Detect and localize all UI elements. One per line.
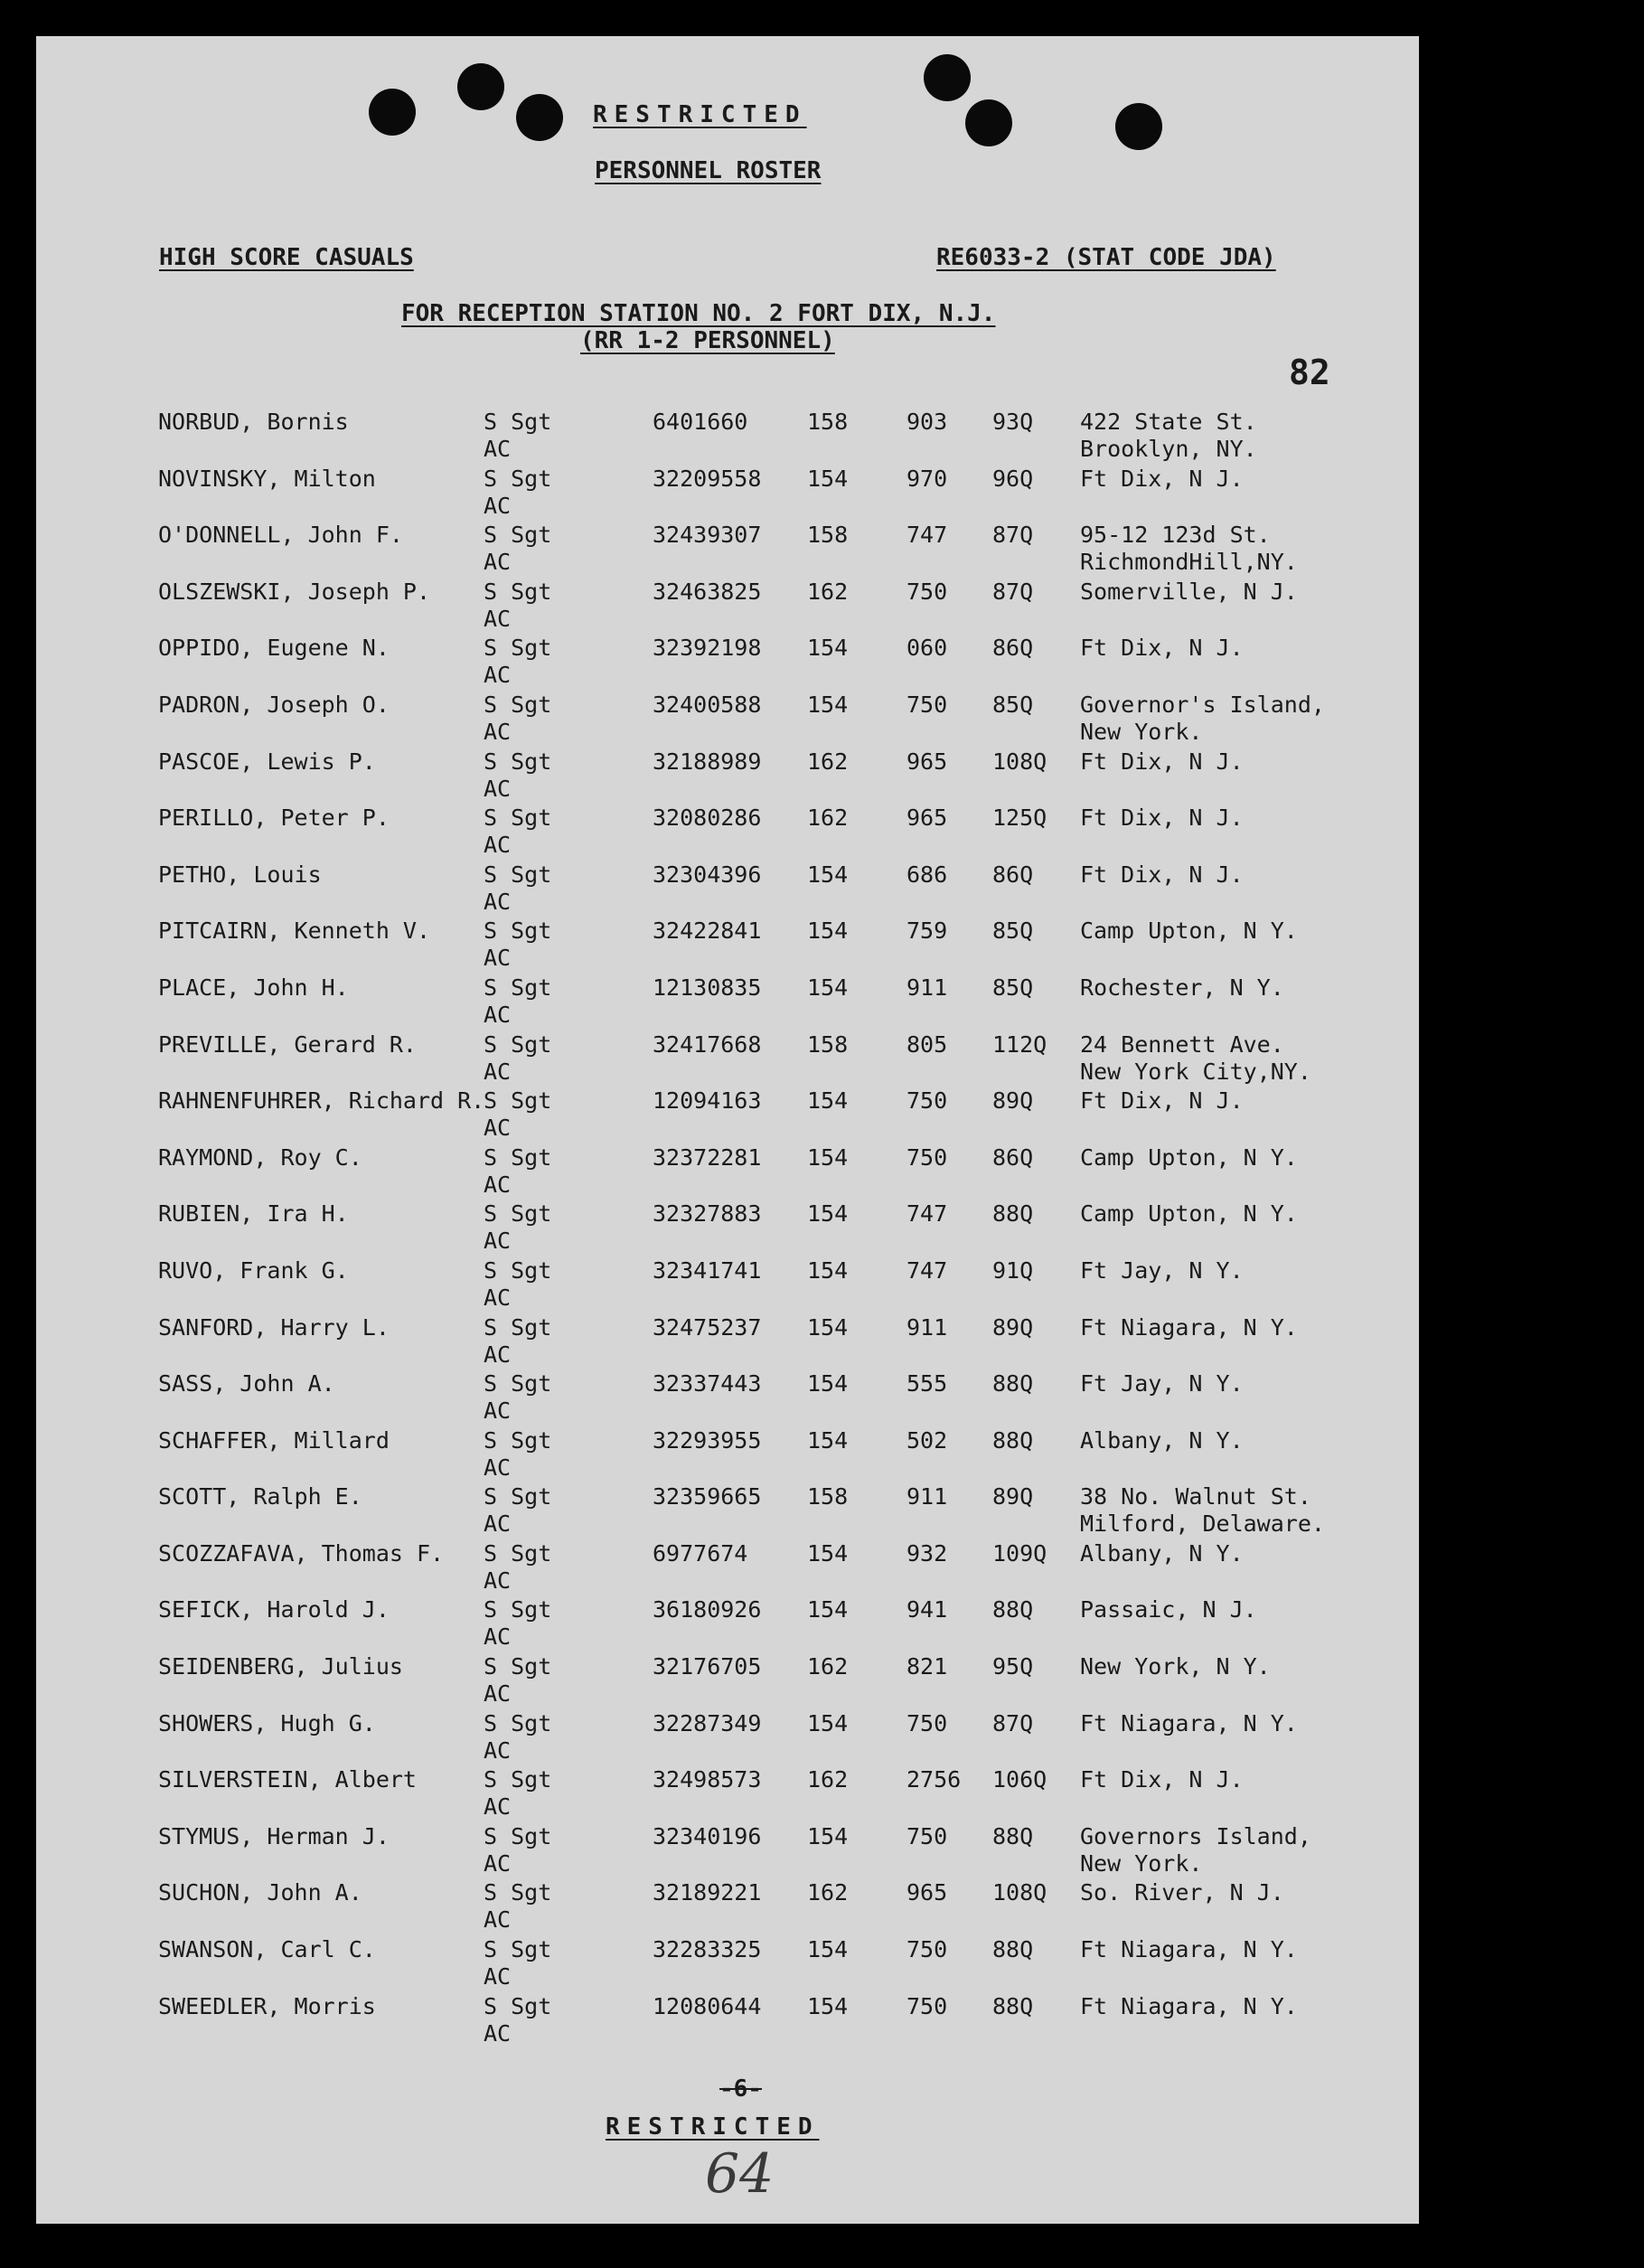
branch: AC xyxy=(484,1284,512,1311)
footer-page-number: -6- xyxy=(719,2075,762,2103)
serial-number: 32422841 xyxy=(653,918,762,945)
branch: AC xyxy=(484,1849,512,1877)
branch: AC xyxy=(484,1510,512,1538)
table-row xyxy=(36,1257,1419,1314)
rank: S Sgt xyxy=(484,1879,552,1906)
code-b: 911 xyxy=(907,974,948,1001)
document-subtitle: PERSONNEL ROSTER xyxy=(595,157,822,184)
rank: S Sgt xyxy=(484,1143,552,1171)
code-c: 108Q xyxy=(992,1879,1047,1906)
table-row xyxy=(36,1540,1419,1597)
serial-number: 32189221 xyxy=(653,1879,762,1906)
address-line2: Brooklyn, NY. xyxy=(1080,436,1257,462)
person-name: SCHAFFER, Millard xyxy=(158,1426,390,1454)
code-c: 88Q xyxy=(992,1200,1034,1228)
serial-number: 32463825 xyxy=(653,578,762,605)
person-name: SWEEDLER, Morris xyxy=(158,1992,376,2019)
person-name: PREVILLE, Gerard R. xyxy=(158,1030,417,1058)
code-b: 747 xyxy=(907,522,948,549)
address: Camp Upton, N Y. xyxy=(1080,1200,1298,1228)
code-c: 89Q xyxy=(992,1313,1034,1341)
rank: S Sgt xyxy=(484,861,552,888)
address: Ft Dix, N J. xyxy=(1080,465,1244,492)
person-name: PETHO, Louis xyxy=(158,861,322,888)
code-a: 154 xyxy=(807,1087,849,1115)
punch-hole xyxy=(965,99,1012,146)
branch: AC xyxy=(484,1341,512,1368)
table-row xyxy=(36,1087,1419,1144)
branch: AC xyxy=(484,436,512,462)
branch: AC xyxy=(484,1623,512,1651)
person-name: SWANSON, Carl C. xyxy=(158,1936,376,1963)
punch-hole xyxy=(1115,103,1162,150)
code-a: 154 xyxy=(807,465,849,492)
code-b: 750 xyxy=(907,691,948,718)
branch: AC xyxy=(484,1171,512,1198)
address: Ft Jay, N Y. xyxy=(1080,1370,1244,1398)
rank: S Sgt xyxy=(484,465,552,492)
serial-number: 32475237 xyxy=(653,1313,762,1341)
address: Ft Dix, N J. xyxy=(1080,1766,1244,1793)
address-line2: New York City,NY. xyxy=(1080,1058,1311,1085)
code-b: 750 xyxy=(907,1992,948,2019)
address: 422 State St. xyxy=(1080,409,1257,435)
table-row xyxy=(36,805,1419,861)
serial-number: 12080644 xyxy=(653,1992,762,2019)
table-row xyxy=(36,1653,1419,1710)
code-c: 86Q xyxy=(992,1143,1034,1171)
address: New York, N Y. xyxy=(1080,1653,1271,1680)
code-c: 88Q xyxy=(992,1596,1034,1623)
branch: AC xyxy=(484,1793,512,1821)
code-a: 154 xyxy=(807,861,849,888)
serial-number: 32417668 xyxy=(653,1030,762,1058)
code-a: 162 xyxy=(807,1766,849,1793)
address-line2: RichmondHill,NY. xyxy=(1080,549,1298,576)
serial-number: 32340196 xyxy=(653,1822,762,1849)
branch: AC xyxy=(484,1736,512,1764)
serial-number: 32400588 xyxy=(653,691,762,718)
table-row xyxy=(36,635,1419,692)
rank: S Sgt xyxy=(484,1030,552,1058)
code-a: 154 xyxy=(807,1709,849,1736)
code-c: 109Q xyxy=(992,1539,1047,1567)
table-row xyxy=(36,748,1419,805)
address: 24 Bennett Ave. xyxy=(1080,1030,1284,1058)
code-c: 89Q xyxy=(992,1087,1034,1115)
address: Rochester, N Y. xyxy=(1080,974,1284,1001)
address: Albany, N Y. xyxy=(1080,1426,1244,1454)
code-b: 821 xyxy=(907,1653,948,1680)
person-name: RAYMOND, Roy C. xyxy=(158,1143,362,1171)
person-name: SANFORD, Harry L. xyxy=(158,1313,390,1341)
code-a: 158 xyxy=(807,1483,849,1510)
table-row xyxy=(36,1483,1419,1540)
code-a: 154 xyxy=(807,1200,849,1228)
address-line2: New York. xyxy=(1080,1849,1203,1877)
person-name: SCOZZAFAVA, Thomas F. xyxy=(158,1539,445,1567)
rank: S Sgt xyxy=(484,1936,552,1963)
address: Ft Dix, N J. xyxy=(1080,1087,1244,1115)
branch: AC xyxy=(484,775,512,802)
table-row xyxy=(36,1144,1419,1201)
code-b: 747 xyxy=(907,1256,948,1284)
code-b: 750 xyxy=(907,1087,948,1115)
serial-number: 32439307 xyxy=(653,522,762,549)
code-c: 106Q xyxy=(992,1766,1047,1793)
code-c: 86Q xyxy=(992,635,1034,662)
group-title: HIGH SCORE CASUALS xyxy=(159,244,414,271)
rank: S Sgt xyxy=(484,409,552,435)
branch: AC xyxy=(484,1228,512,1255)
roster-code: RE6033-2 (STAT CODE JDA) xyxy=(936,244,1276,271)
code-a: 154 xyxy=(807,1936,849,1963)
code-c: 96Q xyxy=(992,465,1034,492)
table-row xyxy=(36,1936,1419,1993)
code-c: 91Q xyxy=(992,1256,1034,1284)
rank: S Sgt xyxy=(484,578,552,605)
classification-bottom: RESTRICTED xyxy=(606,2113,820,2141)
rank: S Sgt xyxy=(484,918,552,945)
person-name: SEFICK, Harold J. xyxy=(158,1596,390,1623)
branch: AC xyxy=(484,1906,512,1934)
table-row xyxy=(36,1993,1419,2050)
code-b: 750 xyxy=(907,1143,948,1171)
person-name: RUVO, Frank G. xyxy=(158,1256,349,1284)
code-a: 162 xyxy=(807,748,849,775)
address: Ft Dix, N J. xyxy=(1080,805,1244,832)
table-row xyxy=(36,1710,1419,1767)
branch: AC xyxy=(484,945,512,972)
code-a: 154 xyxy=(807,1370,849,1398)
table-row xyxy=(36,918,1419,974)
code-c: 85Q xyxy=(992,691,1034,718)
address: Somerville, N J. xyxy=(1080,578,1298,605)
branch: AC xyxy=(484,605,512,632)
rank: S Sgt xyxy=(484,1822,552,1849)
person-name: NOVINSKY, Milton xyxy=(158,465,376,492)
rank: S Sgt xyxy=(484,1653,552,1680)
code-c: 85Q xyxy=(992,918,1034,945)
code-a: 154 xyxy=(807,1539,849,1567)
rank: S Sgt xyxy=(484,1596,552,1623)
code-c: 86Q xyxy=(992,861,1034,888)
rank: S Sgt xyxy=(484,522,552,549)
branch: AC xyxy=(484,1001,512,1028)
rank: S Sgt xyxy=(484,1370,552,1398)
branch: AC xyxy=(484,832,512,859)
table-row xyxy=(36,579,1419,635)
code-b: 759 xyxy=(907,918,948,945)
branch: AC xyxy=(484,1567,512,1594)
address: Ft Dix, N J. xyxy=(1080,635,1244,662)
table-row xyxy=(36,409,1419,466)
rank: S Sgt xyxy=(484,1256,552,1284)
code-c: 87Q xyxy=(992,578,1034,605)
table-row xyxy=(36,1823,1419,1880)
code-c: 88Q xyxy=(992,1370,1034,1398)
roster-page xyxy=(36,36,1419,2224)
address: So. River, N J. xyxy=(1080,1879,1284,1906)
serial-number: 32188989 xyxy=(653,748,762,775)
serial-number: 32080286 xyxy=(653,805,762,832)
code-a: 154 xyxy=(807,1992,849,2019)
branch: AC xyxy=(484,1680,512,1708)
person-name: RAHNENFUHRER, Richard R. xyxy=(158,1087,485,1115)
table-row xyxy=(36,1200,1419,1257)
address: Albany, N Y. xyxy=(1080,1539,1244,1567)
code-c: 88Q xyxy=(992,1936,1034,1963)
code-b: 750 xyxy=(907,1709,948,1736)
person-name: STYMUS, Herman J. xyxy=(158,1822,390,1849)
rank: S Sgt xyxy=(484,1709,552,1736)
roster-list xyxy=(36,409,1419,2049)
rank: S Sgt xyxy=(484,1483,552,1510)
address: Ft Dix, N J. xyxy=(1080,861,1244,888)
code-b: 941 xyxy=(907,1596,948,1623)
serial-number: 6401660 xyxy=(653,409,748,435)
table-row xyxy=(36,1766,1419,1823)
address: Ft Niagara, N Y. xyxy=(1080,1936,1298,1963)
code-c: 87Q xyxy=(992,522,1034,549)
rank: S Sgt xyxy=(484,1426,552,1454)
punch-hole xyxy=(516,94,563,141)
address: Ft Niagara, N Y. xyxy=(1080,1313,1298,1341)
code-b: 903 xyxy=(907,409,948,435)
table-row xyxy=(36,1427,1419,1484)
person-name: PASCOE, Lewis P. xyxy=(158,748,376,775)
rank: S Sgt xyxy=(484,974,552,1001)
serial-number: 32359665 xyxy=(653,1483,762,1510)
branch: AC xyxy=(484,662,512,689)
code-a: 162 xyxy=(807,1653,849,1680)
person-name: SASS, John A. xyxy=(158,1370,335,1398)
serial-number: 12094163 xyxy=(653,1087,762,1115)
code-c: 89Q xyxy=(992,1483,1034,1510)
classification-top: RESTRICTED xyxy=(593,101,807,128)
code-a: 154 xyxy=(807,635,849,662)
rank: S Sgt xyxy=(484,1087,552,1115)
person-name: SUCHON, John A. xyxy=(158,1879,362,1906)
code-c: 85Q xyxy=(992,974,1034,1001)
rank: S Sgt xyxy=(484,691,552,718)
code-a: 154 xyxy=(807,1143,849,1171)
branch: AC xyxy=(484,1058,512,1085)
code-a: 158 xyxy=(807,1030,849,1058)
branch: AC xyxy=(484,549,512,576)
address: Camp Upton, N Y. xyxy=(1080,1143,1298,1171)
branch: AC xyxy=(484,1115,512,1142)
code-b: 965 xyxy=(907,805,948,832)
punch-hole xyxy=(457,63,504,110)
address: Ft Jay, N Y. xyxy=(1080,1256,1244,1284)
serial-number: 32209558 xyxy=(653,465,762,492)
address: Passaic, N J. xyxy=(1080,1596,1257,1623)
code-c: 88Q xyxy=(992,1822,1034,1849)
person-name: SCOTT, Ralph E. xyxy=(158,1483,362,1510)
person-name: O'DONNELL, John F. xyxy=(158,522,403,549)
rank: S Sgt xyxy=(484,748,552,775)
table-row xyxy=(36,466,1419,522)
serial-number: 6977674 xyxy=(653,1539,748,1567)
address: Ft Niagara, N Y. xyxy=(1080,1992,1298,2019)
serial-number: 32283325 xyxy=(653,1936,762,1963)
code-b: 911 xyxy=(907,1483,948,1510)
code-c: 95Q xyxy=(992,1653,1034,1680)
person-name: SILVERSTEIN, Albert xyxy=(158,1766,417,1793)
address: Governors Island, xyxy=(1080,1822,1311,1849)
code-c: 112Q xyxy=(992,1030,1047,1058)
serial-number: 32392198 xyxy=(653,635,762,662)
serial-number: 32304396 xyxy=(653,861,762,888)
serial-number: 36180926 xyxy=(653,1596,762,1623)
code-a: 162 xyxy=(807,578,849,605)
person-name: SHOWERS, Hugh G. xyxy=(158,1709,376,1736)
code-b: 060 xyxy=(907,635,948,662)
code-a: 154 xyxy=(807,1313,849,1341)
table-row xyxy=(36,861,1419,918)
branch: AC xyxy=(484,888,512,915)
code-c: 93Q xyxy=(992,409,1034,435)
code-b: 747 xyxy=(907,1200,948,1228)
code-b: 686 xyxy=(907,861,948,888)
person-name: PLACE, John H. xyxy=(158,974,349,1001)
branch: AC xyxy=(484,1963,512,1990)
rank: S Sgt xyxy=(484,1539,552,1567)
address: Ft Niagara, N Y. xyxy=(1080,1709,1298,1736)
address: 38 No. Walnut St. xyxy=(1080,1483,1311,1510)
code-a: 158 xyxy=(807,522,849,549)
branch: AC xyxy=(484,718,512,745)
code-b: 965 xyxy=(907,748,948,775)
rank: S Sgt xyxy=(484,1766,552,1793)
person-name: SEIDENBERG, Julius xyxy=(158,1653,403,1680)
serial-number: 32372281 xyxy=(653,1143,762,1171)
table-row xyxy=(36,522,1419,579)
table-row xyxy=(36,1596,1419,1653)
person-name: RUBIEN, Ira H. xyxy=(158,1200,349,1228)
person-name: OPPIDO, Eugene N. xyxy=(158,635,390,662)
rank: S Sgt xyxy=(484,1313,552,1341)
code-b: 750 xyxy=(907,1822,948,1849)
destination-subline: (RR 1-2 PERSONNEL) xyxy=(580,327,835,354)
code-b: 932 xyxy=(907,1539,948,1567)
code-a: 158 xyxy=(807,409,849,435)
code-a: 154 xyxy=(807,1596,849,1623)
code-b: 911 xyxy=(907,1313,948,1341)
destination-line: FOR RECEPTION STATION NO. 2 FORT DIX, N.J. xyxy=(401,300,996,327)
table-row xyxy=(36,1031,1419,1088)
table-row xyxy=(36,1879,1419,1936)
table-row xyxy=(36,1314,1419,1371)
person-name: OLSZEWSKI, Joseph P. xyxy=(158,578,431,605)
code-a: 154 xyxy=(807,1426,849,1454)
person-name: PERILLO, Peter P. xyxy=(158,805,390,832)
serial-number: 32176705 xyxy=(653,1653,762,1680)
page-number: 82 xyxy=(1289,353,1330,392)
address: Governor's Island, xyxy=(1080,691,1325,718)
code-b: 970 xyxy=(907,465,948,492)
branch: AC xyxy=(484,2019,512,2047)
address: 95-12 123d St. xyxy=(1080,522,1271,549)
serial-number: 32293955 xyxy=(653,1426,762,1454)
code-a: 154 xyxy=(807,1822,849,1849)
serial-number: 32341741 xyxy=(653,1256,762,1284)
code-a: 154 xyxy=(807,974,849,1001)
code-b: 805 xyxy=(907,1030,948,1058)
serial-number: 12130835 xyxy=(653,974,762,1001)
table-row xyxy=(36,1370,1419,1427)
person-name: PITCAIRN, Kenneth V. xyxy=(158,918,431,945)
code-a: 154 xyxy=(807,1256,849,1284)
address-line2: New York. xyxy=(1080,718,1203,745)
code-c: 108Q xyxy=(992,748,1047,775)
rank: S Sgt xyxy=(484,635,552,662)
serial-number: 32498573 xyxy=(653,1766,762,1793)
code-c: 125Q xyxy=(992,805,1047,832)
address-line2: Milford, Delaware. xyxy=(1080,1510,1325,1538)
punch-hole xyxy=(924,54,971,101)
code-b: 750 xyxy=(907,578,948,605)
code-b: 965 xyxy=(907,1879,948,1906)
address: Ft Dix, N J. xyxy=(1080,748,1244,775)
serial-number: 32327883 xyxy=(653,1200,762,1228)
table-row xyxy=(36,692,1419,748)
code-b: 750 xyxy=(907,1936,948,1963)
rank: S Sgt xyxy=(484,1200,552,1228)
branch: AC xyxy=(484,492,512,519)
punch-hole xyxy=(369,89,416,136)
code-c: 88Q xyxy=(992,1992,1034,2019)
code-b: 2756 xyxy=(907,1766,962,1793)
code-a: 162 xyxy=(807,805,849,832)
code-a: 154 xyxy=(807,691,849,718)
address: Camp Upton, N Y. xyxy=(1080,918,1298,945)
rank: S Sgt xyxy=(484,1992,552,2019)
code-b: 555 xyxy=(907,1370,948,1398)
serial-number: 32337443 xyxy=(653,1370,762,1398)
person-name: PADRON, Joseph O. xyxy=(158,691,390,718)
code-a: 162 xyxy=(807,1879,849,1906)
code-b: 502 xyxy=(907,1426,948,1454)
code-c: 87Q xyxy=(992,1709,1034,1736)
table-row xyxy=(36,974,1419,1031)
person-name: NORBUD, Bornis xyxy=(158,409,349,435)
handwritten-number: 64 xyxy=(705,2142,775,2206)
serial-number: 32287349 xyxy=(653,1709,762,1736)
branch: AC xyxy=(484,1454,512,1481)
branch: AC xyxy=(484,1398,512,1425)
code-a: 154 xyxy=(807,918,849,945)
code-c: 88Q xyxy=(992,1426,1034,1454)
rank: S Sgt xyxy=(484,805,552,832)
